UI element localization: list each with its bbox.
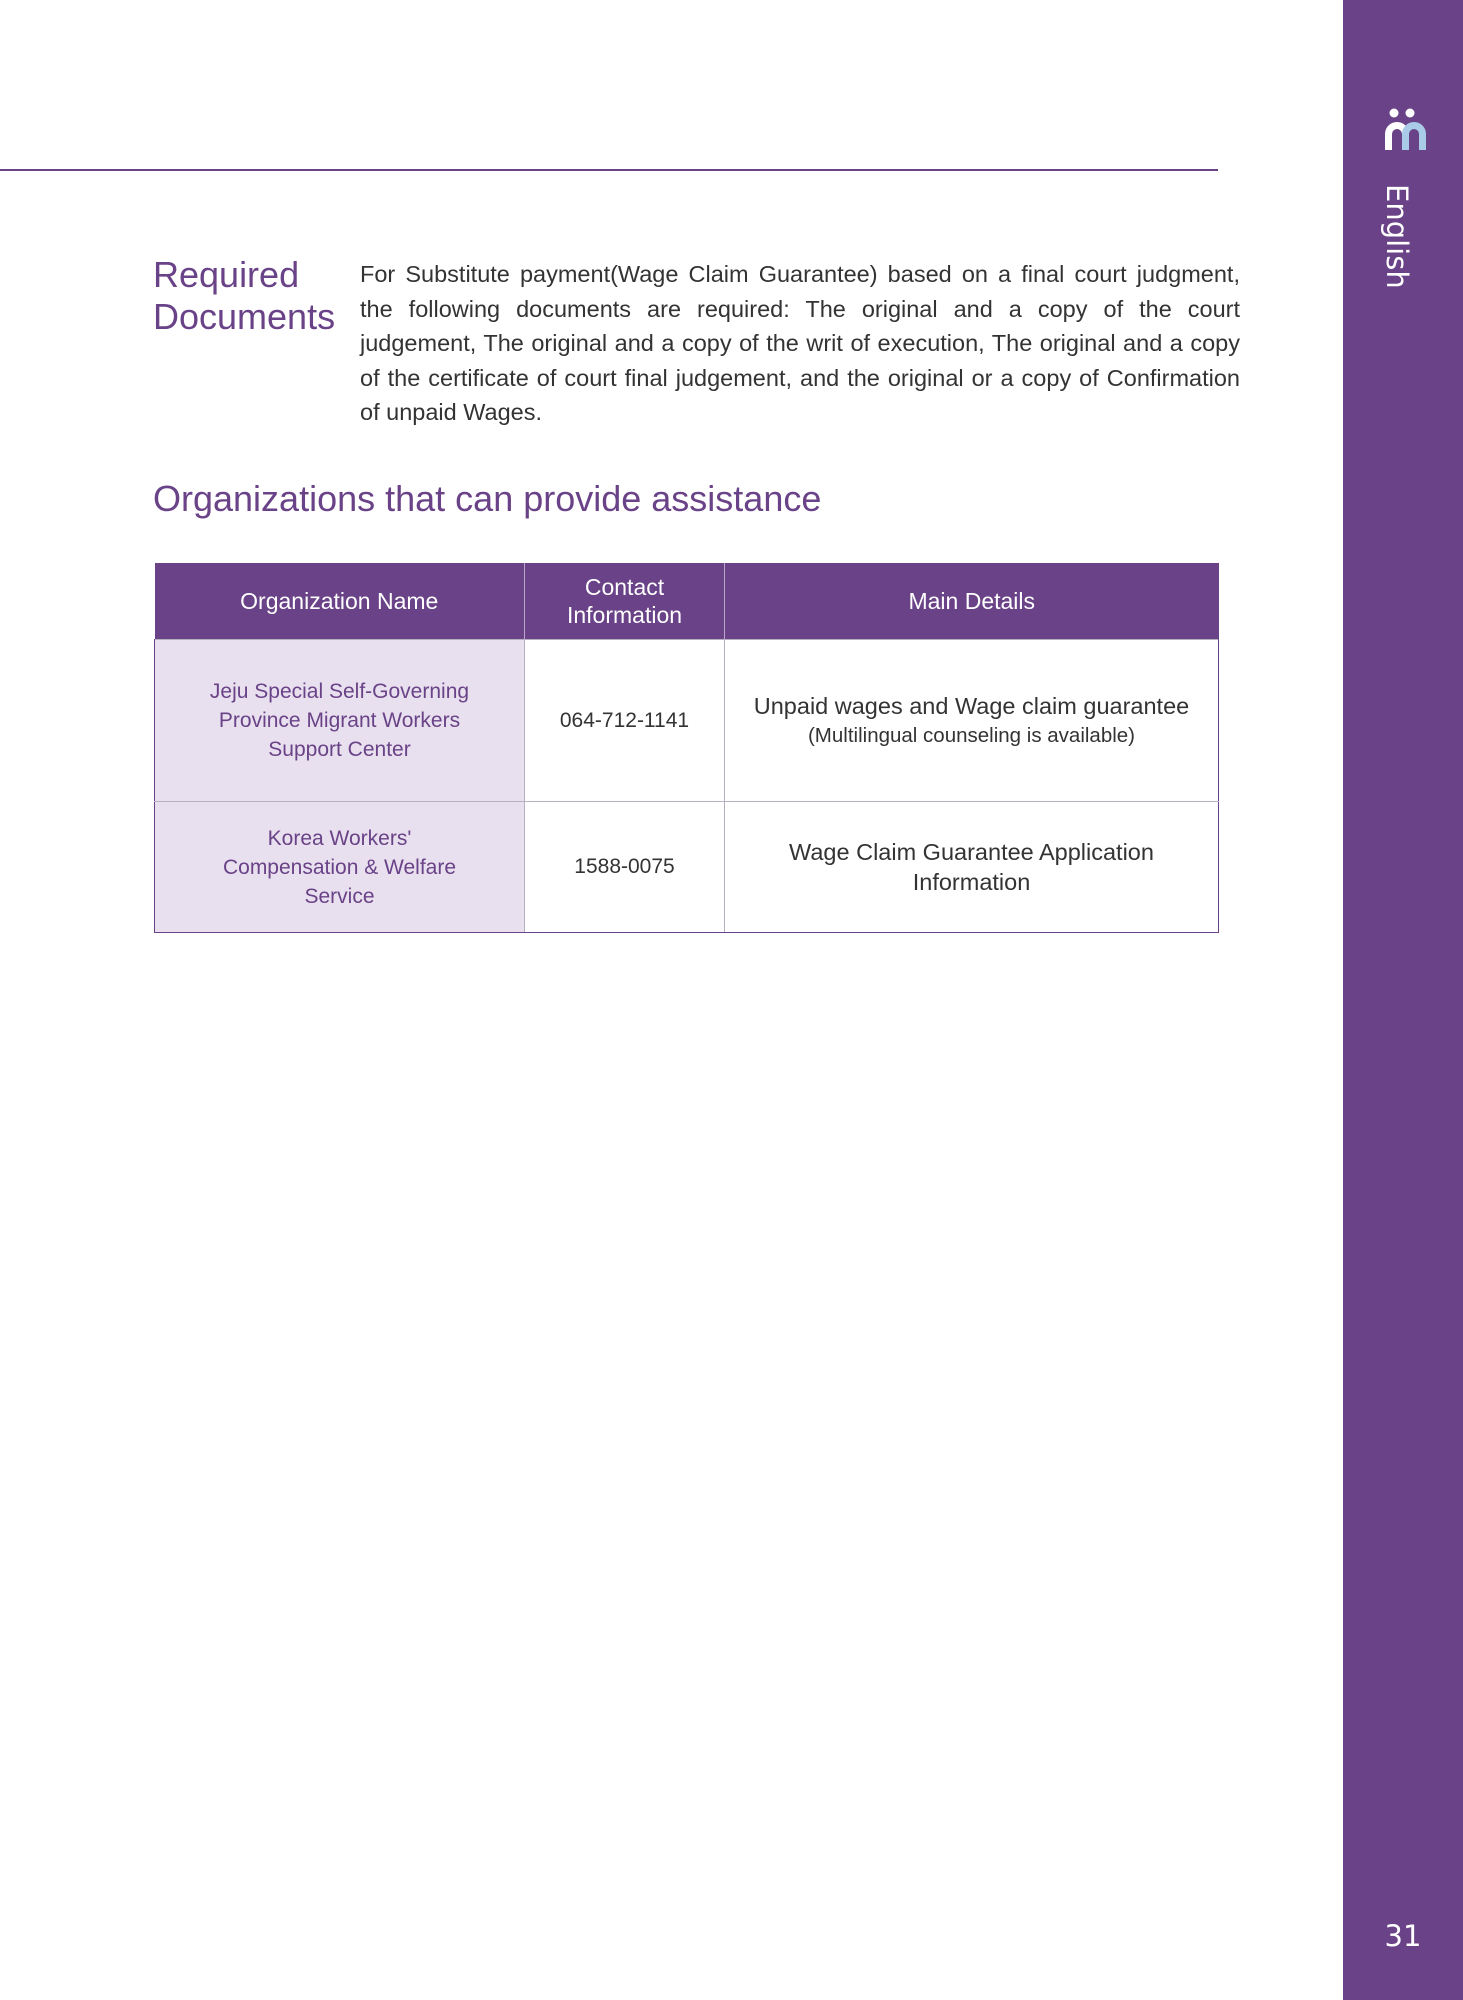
language-label: English [1380,184,1414,289]
contact-number: 064-712-1141 [525,640,725,802]
header-contact-text: Contact Information [566,574,683,628]
main-details-text: Wage Claim Guarantee Application Information [789,839,1154,895]
organization-name: Korea Workers' Compensation & Welfare Service [222,826,457,908]
required-documents-heading: Required Documents [153,254,336,337]
people-logo-icon [1379,104,1429,154]
organizations-table [154,563,1219,933]
organizations-heading: Organizations that can provide assistance [153,478,822,519]
header-divider [0,169,1218,171]
header-contact-information [525,563,725,640]
organization-name-cell [155,802,525,933]
organization-name: Jeju Special Self-Governing Province Migrant Workers Support Center [209,680,470,761]
main-details-cell [725,640,1219,802]
side-tab [1343,0,1463,2000]
header-main-details: Main Details [725,563,1219,640]
contact-number: 1588-0075 [525,802,725,933]
main-details-cell [725,802,1219,933]
table-row [155,802,1219,933]
main-details-note: (Multilingual counseling is available) [807,723,1136,747]
organization-name-cell [155,640,525,802]
main-details-text: Unpaid wages and Wage claim guarantee [753,692,1190,719]
table-header-row [155,563,1219,640]
header-organization-name: Organization Name [155,563,525,640]
page-number: 31 [1384,1919,1422,1953]
required-documents-text: For Substitute payment(Wage Claim Guarantee) based on a final court judgment, the following documents are required: The original and a copy of the court judgement, The original and a copy of the writ of execution, The original and a copy of the certificate of court final judgement, and the original or a copy of Confirmation of unpaid Wages. [360,261,1240,425]
table-row [155,640,1219,802]
